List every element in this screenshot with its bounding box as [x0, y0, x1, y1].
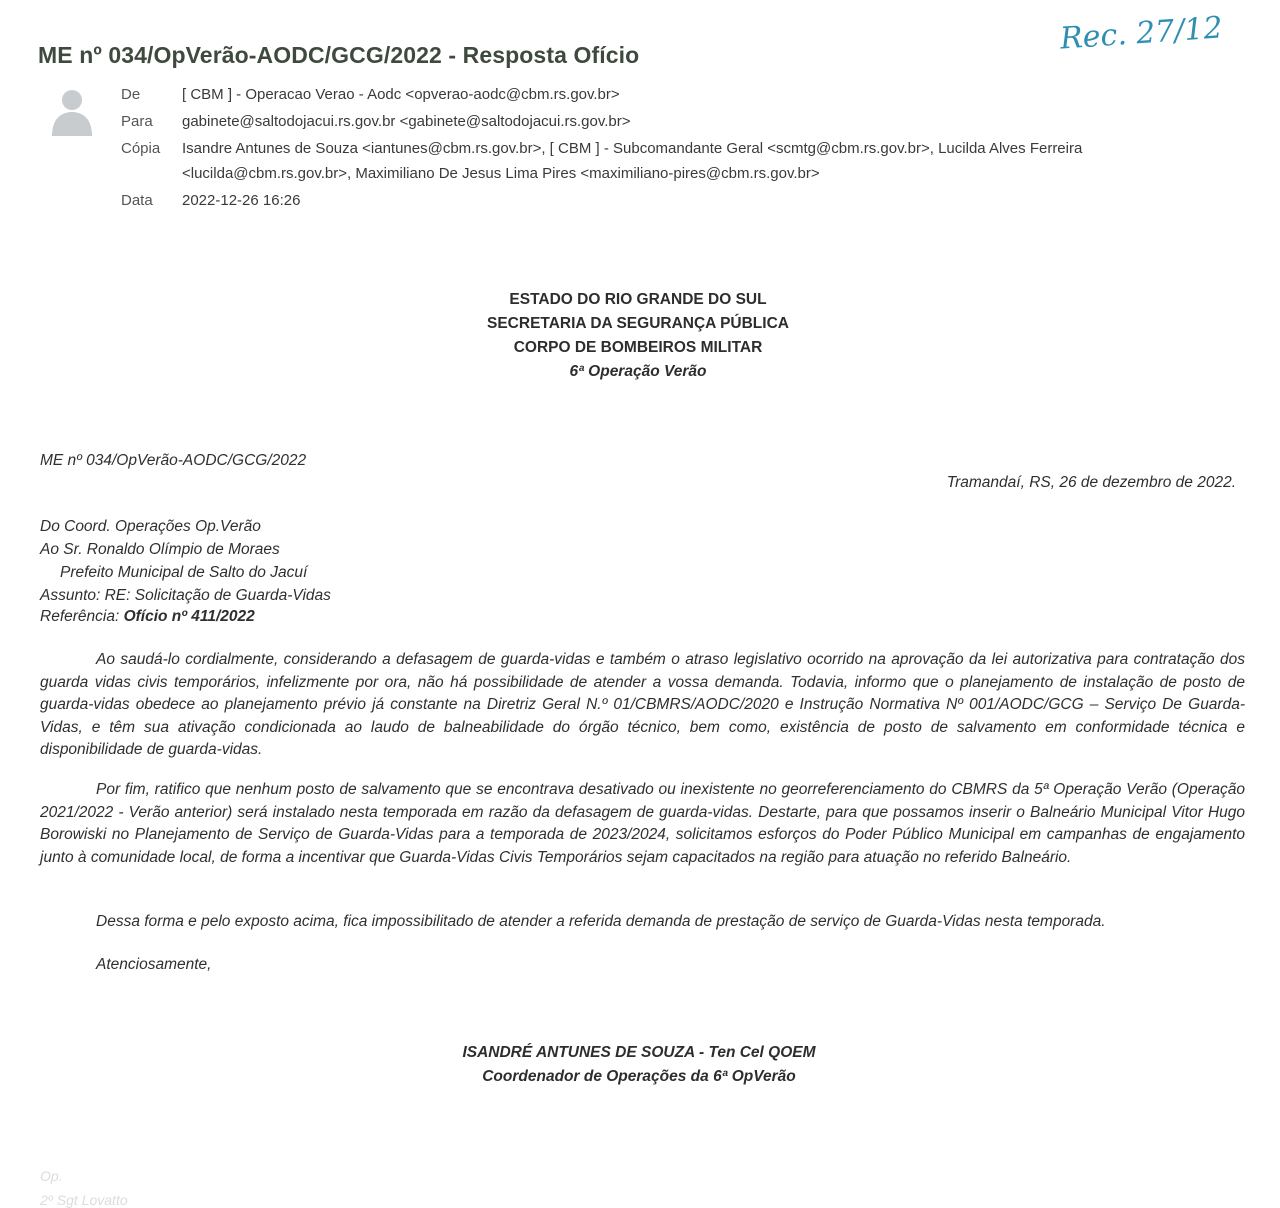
letter-subject: Assunto: RE: Solicitação de Guarda-Vidas [40, 587, 331, 604]
cc-value-line2[interactable]: <lucilda@cbm.rs.gov.br>, Maximiliano De Jesus Lima Pires <maximiliano-pires@cbm.rs.gov.br> [182, 165, 820, 182]
letter-from: Do Coord. Operações Op.Verão [40, 518, 261, 535]
letterhead [0, 288, 1276, 384]
signature-block [0, 1041, 1278, 1089]
to-value[interactable]: gabinete@saltodojacui.rs.gov.br <gabinete@saltodojacui.rs.gov.br> [182, 113, 631, 130]
letter-reference [40, 608, 255, 626]
cc-value-line1[interactable]: Isandre Antunes de Souza <iantunes@cbm.rs.gov.br>, [ CBM ] - Subcomandante Geral <scmtg@cbm.rs.gov.br>, Lucilda Alves Ferreira [182, 140, 1083, 157]
letter-paragraph-2: Por fim, ratifico que nenhum posto de salvamento que se encontrava desativado ou inexistente no georreferenciamento do CBMRS da 5ª Operação Verão (Operação 2021/2022 - Verão anterior) será instalado nesta temporada em razão da defasagem de guarda-vidas. Destarte, para que possamos inserir o Balneário Municipal Vitor Hugo Borowiski no Planejamento de Serviço de Guarda-Vidas para a temporada de 2023/2024, solicitamos esforços do Poder Público Municipal em campanhas de engajamento junto à comunidade local, de forma a incentivar que Guarda-Vidas Civis Temporários sejam capacitados na região para atuação no referido Balneário. [40, 781, 1245, 866]
user-avatar-icon [50, 88, 94, 136]
letter-reference-value: Ofício nº 411/2022 [123, 608, 255, 625]
letterhead-secretariat: SECRETARIA DA SEGURANÇA PÚBLICA [487, 315, 789, 332]
cc-label: Cópia [121, 140, 161, 157]
footer-op: Op. [40, 1168, 63, 1184]
letter-paragraph-1: Ao saudá-lo cordialmente, considerando a defasagem de guarda-vidas e também o atraso legislativo ocorrido na aprovação da lei autorizativa para contratação dos guarda vidas civis temporários, infelizmente por ora, não há possibilidade de atender a vossa demanda. Todavia, informo que o planejamento de instalação de posto de guarda-vidas obedece ao planejamento prévio já constante na Diretriz Geral N.º 01/CBMRS/AODC/2020 e Instrução Normativa Nº 001/AODC/GCG – Serviço De Guarda-Vidas, e têm sua ativação condicionada ao laudo de balneabilidade do órgão técnico, bem como, existência de posto de salvamento em conformidade técnica e disponibilidade de guarda-vidas. [40, 651, 1245, 758]
footer-sergeant: 2º Sgt Lovatto [40, 1192, 128, 1208]
to-label: Para [121, 113, 153, 130]
letterhead-operation: 6ª Operação Verão [569, 363, 707, 380]
date-value: 2022-12-26 16:26 [182, 192, 301, 209]
signature-name: ISANDRÉ ANTUNES DE SOUZA - Ten Cel QOEM [462, 1044, 816, 1061]
avatar [50, 88, 94, 136]
letter-to-title: Prefeito Municipal de Salto do Jacuí [60, 564, 308, 581]
letter-to: Ao Sr. Ronaldo Olímpio de Moraes [40, 541, 280, 558]
signature-role: Coordenador de Operações da 6ª OpVerão [482, 1068, 796, 1085]
from-value[interactable]: [ CBM ] - Operacao Verao - Aodc <opverao-aodc@cbm.rs.gov.br> [182, 86, 620, 103]
handwritten-received-note: Rec. 27/12 [1058, 10, 1224, 57]
letterhead-state: ESTADO DO RIO GRANDE DO SUL [509, 291, 767, 308]
letter-closing: Atenciosamente, [96, 956, 212, 973]
letterhead-corps: CORPO DE BOMBEIROS MILITAR [513, 339, 763, 356]
from-label: De [121, 86, 141, 103]
email-subject: ME nº 034/OpVerão-AODC/GCG/2022 - Resposta Ofício [38, 42, 640, 68]
date-label: Data [121, 192, 153, 209]
letter-reference-number: ME nº 034/OpVerão-AODC/GCG/2022 [40, 452, 307, 469]
letter-reference-label: Referência: [40, 608, 120, 625]
letter-place-date: Tramandaí, RS, 26 de dezembro de 2022. [946, 474, 1236, 491]
letter-paragraph-3: Dessa forma e pelo exposto acima, fica impossibilitado de atender a referida demanda de prestação de serviço de Guarda-Vidas nesta temporada. [96, 913, 1106, 930]
